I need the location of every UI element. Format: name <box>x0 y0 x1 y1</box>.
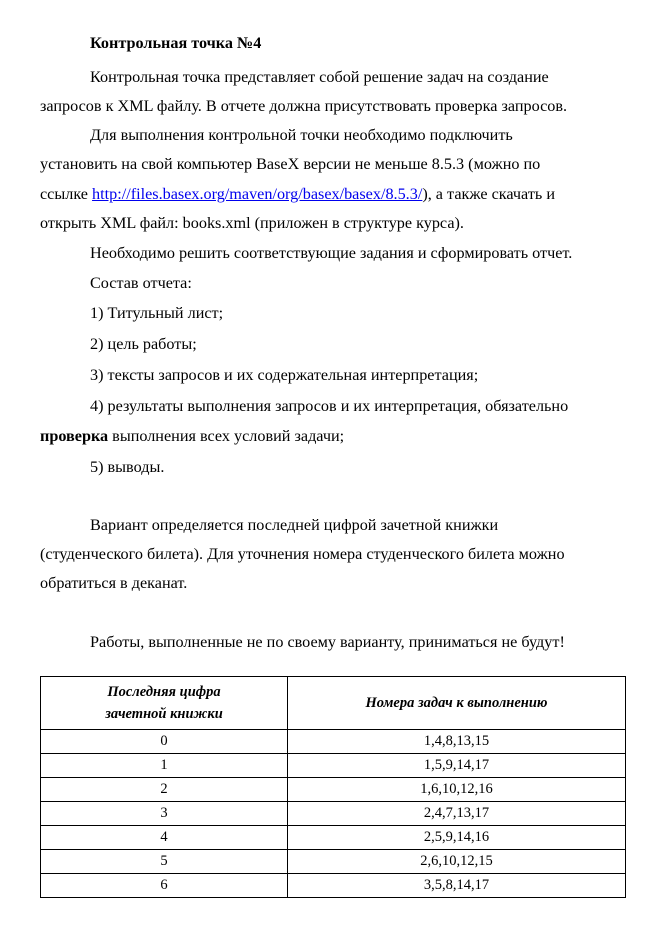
table-header-row <box>41 677 626 730</box>
list-item: 3) тексты запросов и их содержательная интерпретация; <box>90 366 479 384</box>
paragraph-line: запросов к XML файлу. В отчете должна присутствовать проверка запросов. <box>40 97 568 115</box>
cell-digit: 3 <box>41 802 288 826</box>
table-row <box>41 850 626 874</box>
link-prefix-text: ссылке <box>40 185 93 203</box>
header-line: зачетной книжки <box>105 706 223 722</box>
list-item: 2) цель работы; <box>90 335 197 353</box>
list-item: 1) Титульный лист; <box>90 304 224 322</box>
list-item-text: выполнения всех условий задачи; <box>108 427 345 445</box>
list-item-continuation <box>40 426 344 446</box>
paragraph-line: обратиться в деканат. <box>40 574 188 592</box>
paragraph-line <box>40 184 555 204</box>
paragraph-line: Контрольная точка представляет собой решение задач на создание <box>90 68 549 86</box>
table-row <box>41 730 626 754</box>
page-title: Контрольная точка №4 <box>90 34 262 52</box>
warning-line: Работы, выполненные не по своему варианту, приниматься не будут! <box>90 633 565 651</box>
variant-table <box>40 676 626 898</box>
cell-digit: 0 <box>41 730 288 754</box>
table-row <box>41 754 626 778</box>
cell-tasks: 2,4,7,13,17 <box>288 802 626 826</box>
cell-digit: 4 <box>41 826 288 850</box>
paragraph-line: Для выполнения контрольной точки необходимо подключить <box>90 126 513 144</box>
header-last-digit <box>41 677 288 730</box>
paragraph-line: Необходимо решить соответствующие задания и сформировать отчет. <box>90 244 573 262</box>
cell-tasks: 2,6,10,12,15 <box>288 850 626 874</box>
table-row <box>41 874 626 898</box>
list-item: 4) результаты выполнения запросов и их интерпретация, обязательно <box>90 397 569 415</box>
emphasis-text: проверка <box>40 427 109 445</box>
paragraph-line: (студенческого билета). Для уточнения номера студенческого билета можно <box>40 545 565 563</box>
paragraph-line: открыть XML файл: books.xml (приложен в структуре курса). <box>40 214 464 232</box>
table-body <box>41 730 626 898</box>
paragraph-line: Вариант определяется последней цифрой зачетной книжки <box>90 516 499 534</box>
cell-tasks: 2,5,9,14,16 <box>288 826 626 850</box>
table-row <box>41 802 626 826</box>
cell-tasks: 1,6,10,12,16 <box>288 778 626 802</box>
cell-tasks: 1,4,8,13,15 <box>288 730 626 754</box>
table-row <box>41 778 626 802</box>
cell-digit: 5 <box>41 850 288 874</box>
paragraph-line: Состав отчета: <box>90 274 192 292</box>
header-line: Последняя цифра <box>107 684 221 700</box>
basex-download-link[interactable]: http://files.basex.org/maven/org/basex/basex/8.5.3/ <box>92 185 423 203</box>
table-row <box>41 826 626 850</box>
link-suffix-text: ), а также скачать и <box>422 185 555 203</box>
cell-tasks: 3,5,8,14,17 <box>288 874 626 898</box>
cell-digit: 1 <box>41 754 288 778</box>
list-item: 5) выводы. <box>90 458 165 476</box>
cell-digit: 2 <box>41 778 288 802</box>
header-task-numbers: Номера задач к выполнению <box>288 677 626 730</box>
paragraph-line: установить на свой компьютер BaseX версии не меньше 8.5.3 (можно по <box>40 155 541 173</box>
cell-tasks: 1,5,9,14,17 <box>288 754 626 778</box>
cell-digit: 6 <box>41 874 288 898</box>
